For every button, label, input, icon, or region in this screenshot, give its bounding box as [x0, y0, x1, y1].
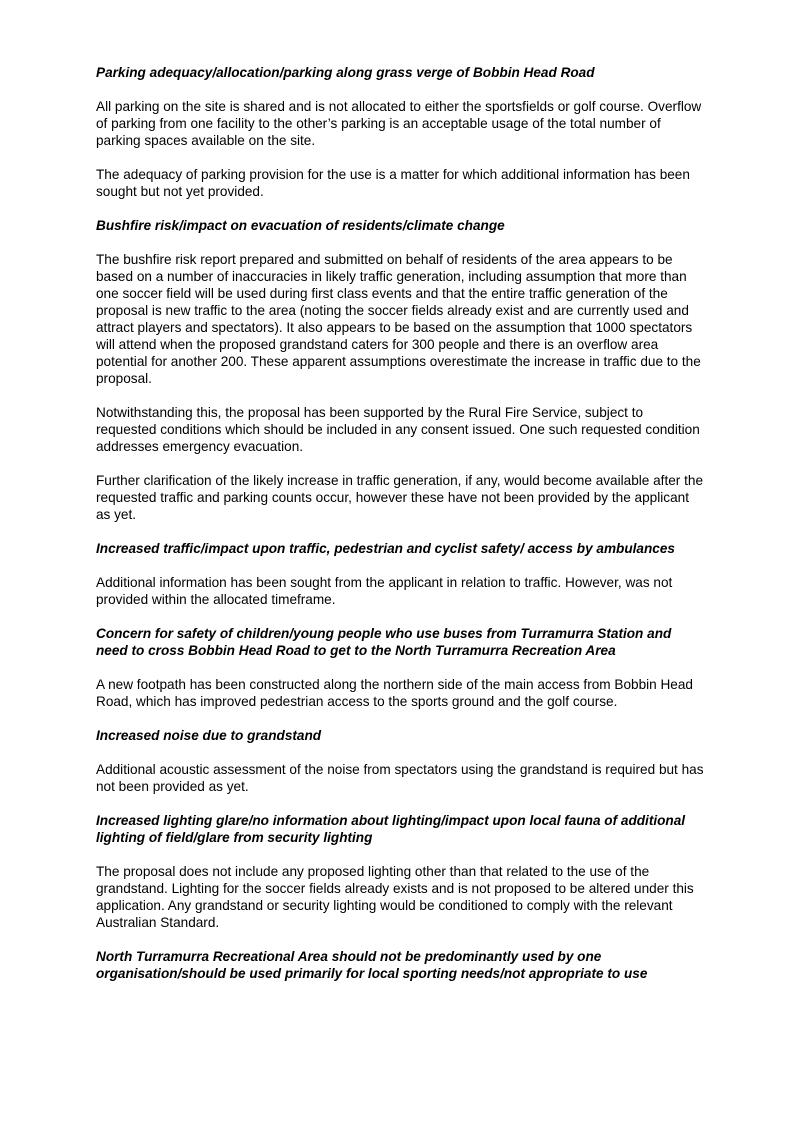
body-paragraph: Additional acoustic assessment of the noise from spectators using the grandstand is required but has not been provided as yet. [96, 762, 704, 794]
section-heading: Parking adequacy/allocation/parking along grass verge of Bobbin Head Road [96, 65, 595, 80]
body-paragraph: The proposal does not include any proposed lighting other than that related to the use of the grandstand. Lighting for the soccer fields already exists and is not proposed to be altered under this application. Any grandstand or security lighting would be conditioned to comply with the relevant Australian Standard. [96, 864, 694, 930]
document-page [96, 64, 706, 999]
body-paragraph: The adequacy of parking provision for the use is a matter for which additional information has been sought but not yet provided. [96, 167, 690, 199]
section-recreational-area [96, 948, 706, 982]
body-paragraph: Additional information has been sought from the applicant in relation to traffic. However, was not provided within the allocated timeframe. [96, 575, 673, 607]
section-heading: Bushfire risk/impact on evacuation of residents/climate change [96, 218, 505, 233]
section-heading: Increased traffic/impact upon traffic, pedestrian and cyclist safety/ access by ambulances [96, 541, 675, 556]
body-paragraph: The bushfire risk report prepared and submitted on behalf of residents of the area appears to be based on a number of inaccuracies in likely traffic generation, including assumption that more than one soccer field will be used during first class events and that the entire traffic generation of the proposal is new traffic to the area (noting the soccer fields already exist and are currently used and attract players and spectators). It also appears to be based on the assumption that 1000 spectators will attend when the proposed grandstand caters for 300 people and there is an overflow area potential for another 200. These apparent assumptions overestimate the increase in traffic due to the proposal. [96, 252, 701, 386]
body-paragraph: A new footpath has been constructed along the northern side of the main access from Bobbin Head Road, which has improved pedestrian access to the sports ground and the golf course. [96, 677, 693, 709]
section-traffic [96, 540, 706, 608]
section-lighting [96, 812, 706, 931]
section-bushfire [96, 217, 706, 523]
section-heading: Concern for safety of children/young people who use buses from Turramurra Station and need to cross Bobbin Head Road to get to the North Turramurra Recreation Area [96, 626, 672, 658]
section-child-safety [96, 625, 706, 710]
body-paragraph: Notwithstanding this, the proposal has been supported by the Rural Fire Service, subject to requested conditions which should be included in any consent issued. One such requested condition addresses emergency evacuation. [96, 405, 700, 454]
section-noise [96, 727, 706, 795]
section-heading: Increased noise due to grandstand [96, 728, 322, 743]
section-parking [96, 64, 706, 200]
body-paragraph: All parking on the site is shared and is not allocated to either the sportsfields or golf course. Overflow of parking from one facility to the other’s parking is an acceptable usage of the total number of parking spaces available on the site. [96, 99, 702, 148]
section-heading: Increased lighting glare/no information about lighting/impact upon local fauna of additional lighting of field/glare from security lighting [96, 813, 686, 845]
body-paragraph: Further clarification of the likely increase in traffic generation, if any, would become available after the requested traffic and parking counts occur, however these have not been provided by the applicant as yet. [96, 473, 703, 522]
section-heading: North Turramurra Recreational Area should not be predominantly used by one organisation/should be used primarily for local sporting needs/not appropriate to use [96, 949, 648, 981]
